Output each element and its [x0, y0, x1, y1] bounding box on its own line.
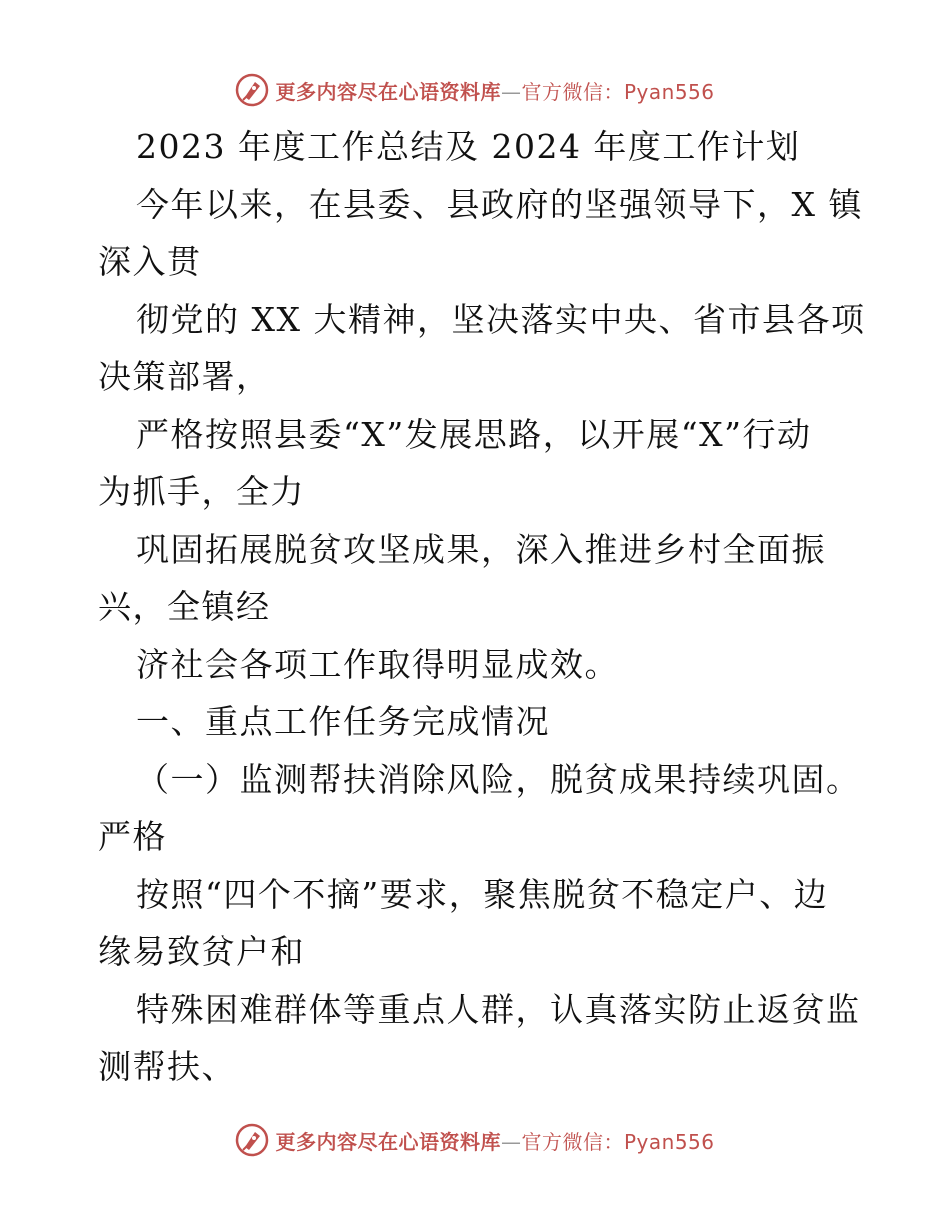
pen-nib-logo-icon: [235, 73, 269, 107]
paragraph-line: 深入贯: [98, 242, 202, 281]
watermark-account: Pyan556: [623, 79, 715, 104]
paragraph-line: 特殊困难群体等重点人群，认真落实防止返贫监: [136, 989, 861, 1029]
watermark-channel: 官方微信：: [521, 1129, 624, 1154]
paragraph-line: 严格按照县委“X”发展思路，以开展“X”行动: [136, 414, 812, 454]
paragraph-line: 为抓手，全力: [98, 472, 305, 511]
footer-watermark: [0, 1120, 950, 1160]
paragraph-line: 彻党的 XX 大精神，坚决落实中央、省市县各项: [136, 299, 866, 339]
watermark-account: Pyan556: [623, 1129, 715, 1154]
paragraph-line: 今年以来，在县委、县政府的坚强领导下，X 镇: [136, 184, 863, 224]
document-body: [98, 118, 866, 1096]
watermark-brand: 更多内容尽在心语资料库: [275, 79, 501, 104]
watermark-channel: 官方微信：: [521, 79, 624, 104]
section-heading: 一、重点工作任务完成情况: [136, 702, 550, 741]
paragraph-line: 决策部署，: [98, 357, 271, 396]
watermark-separator: —: [500, 1129, 522, 1154]
paragraph-line: 兴，全镇经: [98, 587, 271, 626]
paragraph-line: 测帮扶、: [98, 1047, 236, 1086]
paragraph-line: 济社会各项工作取得明显成效。: [136, 644, 619, 684]
header-watermark: [0, 70, 950, 110]
subsection-heading: （一）监测帮扶消除风险，脱贫成果持续巩固。: [136, 759, 861, 799]
paragraph-line: 缘易致贫户和: [98, 932, 305, 971]
document-title: 2023 年度工作总结及 2024 年度工作计划: [136, 127, 801, 166]
watermark-text: [275, 1126, 714, 1155]
watermark-text: [275, 76, 714, 105]
watermark-brand: 更多内容尽在心语资料库: [275, 1129, 501, 1154]
watermark-separator: —: [500, 79, 522, 104]
paragraph-line: 巩固拓展脱贫攻坚成果，深入推进乡村全面振: [136, 529, 826, 569]
paragraph-line: 按照“四个不摘”要求，聚焦脱贫不稳定户、边: [136, 874, 829, 914]
pen-nib-logo-icon: [235, 1123, 269, 1157]
paragraph-line: 严格: [98, 817, 167, 856]
